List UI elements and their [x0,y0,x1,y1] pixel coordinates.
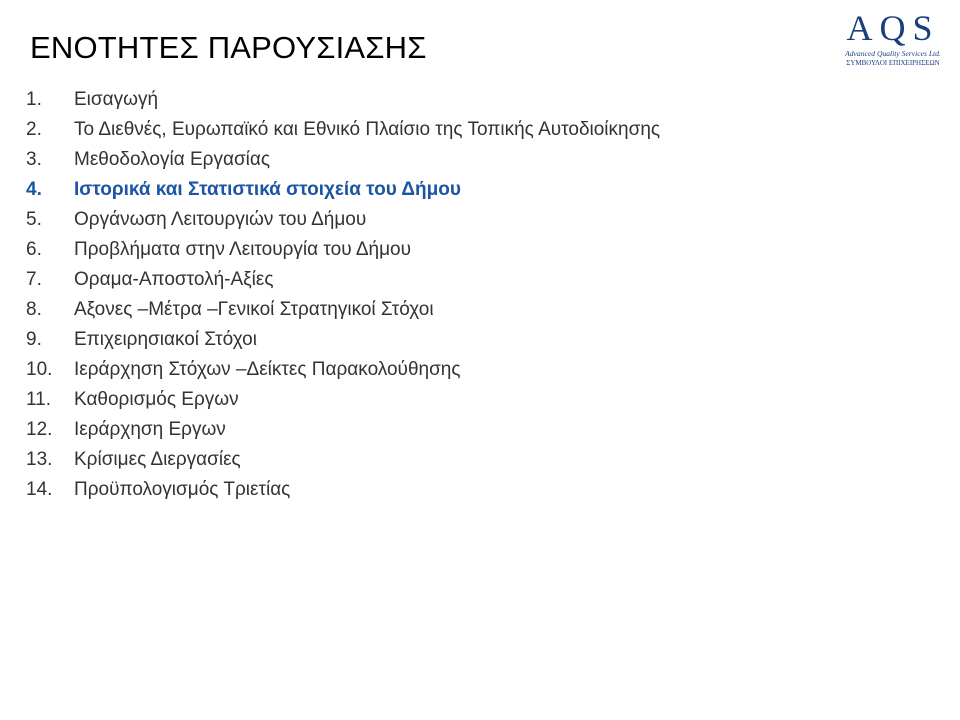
agenda-item-text: Ιεράρχηση Εργων [74,419,226,440]
agenda-item [26,265,660,295]
agenda-item [26,385,660,415]
agenda-item [26,175,660,205]
agenda-item-text: Μεθοδολογία Εργασίας [74,149,271,170]
agenda-item-number: 5. [26,209,42,230]
logo-letters: AQS [846,8,940,48]
logo-company-name: Advanced Quality Services Ltd. [845,49,941,58]
agenda-item-text: Καθορισμός Εργων [74,389,239,410]
agenda-item-number: 3. [26,149,42,170]
agenda-item-number: 7. [26,269,42,290]
agenda-item-number: 4. [26,179,42,200]
aqs-logo-mark [837,6,949,72]
agenda-item [26,85,660,115]
agenda-item [26,145,660,175]
agenda-item-text: Κρίσιμες Διεργασίες [74,449,241,470]
agenda-item-number: 14. [26,479,53,500]
agenda-item [26,415,660,445]
agenda-item-text: Αξονες –Μέτρα –Γενικοί Στρατηγικοί Στόχοι [74,299,434,320]
agenda-item-number: 11. [26,389,52,410]
agenda-item [26,235,660,265]
agenda-item [26,205,660,235]
agenda-item-number: 2. [26,119,42,140]
agenda-item-text: Οραμα-Αποστολή-Αξίες [74,269,274,290]
agenda-item [26,325,660,355]
agenda-item-text: Εισαγωγή [74,89,159,110]
agenda-item [26,475,660,505]
agenda-item [26,115,660,145]
agenda-item-text: Προϋπολογισμός Τριετίας [74,479,291,500]
logo-tagline: ΣΥΜΒΟΥΛΟΙ ΕΠΙΧΕΙΡΗΣΕΩΝ [846,59,940,67]
slide-title: ΕΝΟΤΗΤΕΣ ΠΑΡΟΥΣΙΑΣΗΣ [30,30,427,65]
aqs-logo [837,6,949,72]
agenda-item-text: Προβλήματα στην Λειτουργία του Δήμου [74,239,412,260]
agenda-item [26,295,660,325]
agenda-item-number: 13. [26,449,53,470]
agenda-item-text: Ιεράρχηση Στόχων –Δείκτες Παρακολούθησης [74,359,461,380]
agenda-item-text: Επιχειρησιακοί Στόχοι [74,329,257,350]
agenda-item-number: 1. [26,89,42,110]
agenda-item-number: 6. [26,239,42,260]
agenda-item [26,355,660,385]
agenda-item-text: Ιστορικά και Στατιστικά στοιχεία του Δήμου [74,179,461,200]
agenda-item-text: Οργάνωση Λειτουργιών του Δήμου [74,209,367,230]
agenda-item-number: 12. [26,419,53,440]
agenda-item-text: Το Διεθνές, Ευρωπαϊκό και Εθνικό Πλαίσιο της Τοπικής Αυτοδιοίκησης [74,119,661,140]
agenda-item-number: 9. [26,329,42,350]
agenda-item-number: 10. [26,359,53,380]
agenda-item [26,445,660,475]
agenda-list [26,85,660,505]
agenda-item-number: 8. [26,299,42,320]
